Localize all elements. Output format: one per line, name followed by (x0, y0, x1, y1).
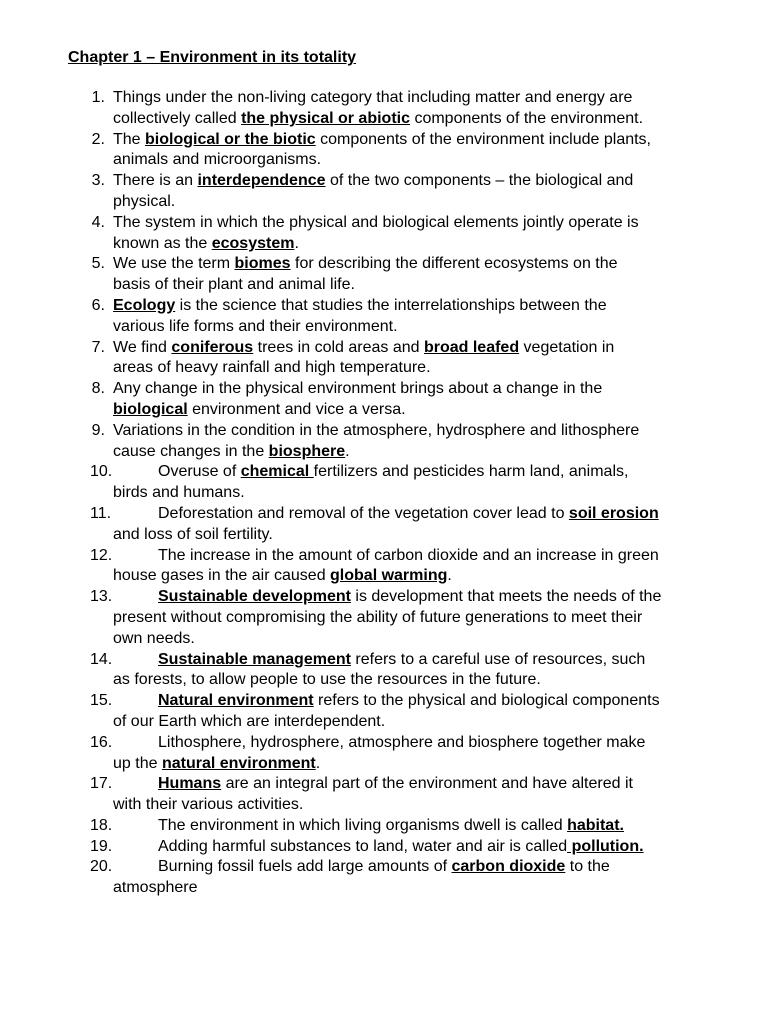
list-item-number: 18. (90, 816, 113, 834)
list-item-line (113, 878, 753, 899)
key-term: Sustainable development (158, 588, 351, 606)
list-item (0, 774, 768, 816)
list-item-line (113, 754, 753, 775)
text-segment: Lithosphere, hydrosphere, atmosphere and biosphere together make (158, 733, 646, 751)
text-segment: We find (113, 338, 172, 356)
text-segment: components of the environment include plants, (315, 130, 651, 148)
list-item-line (158, 504, 758, 525)
key-term: carbon dioxide (451, 858, 566, 876)
list-item-number: 17. (90, 775, 113, 793)
list-item (0, 816, 768, 837)
text-segment: for describing the different ecosystems on the (290, 255, 618, 273)
text-segment: are an integral part of the environment and have altered it (221, 775, 633, 793)
list-item-line (113, 254, 753, 275)
text-segment: collectively called (113, 109, 242, 127)
list-item-line (158, 857, 758, 878)
list-item (0, 379, 768, 421)
list-item-line (158, 733, 758, 754)
list-item (0, 837, 768, 858)
list-item-line (158, 462, 758, 483)
text-segment: fertilizers and pesticides harm land, animals, (313, 463, 629, 481)
text-segment: . (315, 754, 321, 772)
list-item-number: 14. (90, 650, 113, 668)
text-segment: We use the term (113, 255, 235, 273)
list-item-line (113, 566, 753, 587)
list-item-line (158, 546, 758, 567)
list-item-line (113, 629, 753, 650)
list-item-line (113, 88, 753, 109)
text-segment: areas of heavy rainfall and high temperature. (113, 359, 431, 377)
text-segment: is the science that studies the interrelationships between the (175, 296, 607, 314)
key-term: the physical or abiotic (241, 109, 410, 127)
text-segment: . (447, 567, 452, 585)
list-item-line (113, 109, 753, 130)
list-item-number: 11. (90, 504, 112, 522)
key-term: biological or the biotic (145, 130, 316, 148)
key-term: broad leafed (423, 338, 520, 356)
list-item-line (113, 608, 753, 629)
chapter-title: Chapter 1 – Environment in its totality (68, 49, 357, 66)
list-item-number: 19. (90, 837, 113, 855)
key-term: coniferous (171, 338, 254, 356)
text-segment: own needs. (113, 629, 195, 647)
list-item-line (113, 483, 753, 504)
list-item (0, 691, 768, 733)
list-item-line (113, 192, 753, 213)
text-segment: The (113, 130, 146, 148)
text-segment: house gases in the air caused (113, 567, 331, 585)
list-item-number: 9. (91, 421, 105, 439)
list-item-number: 5. (91, 255, 105, 273)
list-item (0, 88, 768, 130)
numbered-list (0, 88, 768, 899)
list-item-number: 10. (90, 463, 113, 481)
list-item-line (158, 691, 758, 712)
text-segment: refers to a careful use of resources, such (350, 650, 646, 668)
list-item-number: 4. (91, 213, 105, 231)
list-item (0, 296, 768, 338)
text-segment: known as the (113, 234, 212, 252)
text-segment: up the (113, 754, 162, 772)
key-term: biosphere (268, 442, 346, 460)
list-item (0, 462, 768, 504)
key-term: Sustainable management (158, 650, 351, 668)
list-item-line (113, 150, 753, 171)
list-item (0, 171, 768, 213)
text-segment: . (345, 442, 350, 460)
text-segment: cause changes in the (113, 442, 269, 460)
list-item-line (113, 795, 753, 816)
text-segment: Any change in the physical environment brings about a change in the (113, 380, 603, 398)
list-item-number: 12. (90, 546, 113, 564)
list-item-number: 20. (90, 858, 113, 876)
key-term: interdependence (197, 172, 326, 190)
list-item-line (113, 400, 753, 421)
text-segment: Overuse of (158, 463, 241, 481)
list-item (0, 857, 768, 899)
text-segment: Adding harmful substances to land, water and air is called (158, 837, 568, 855)
text-segment: birds and humans. (113, 484, 245, 502)
text-segment: The increase in the amount of carbon dioxide and an increase in green (158, 546, 659, 564)
key-term: ecosystem (211, 234, 295, 252)
list-item-line (113, 670, 753, 691)
text-segment: and loss of soil fertility. (113, 525, 273, 543)
list-item-line (113, 130, 753, 151)
list-item-line (113, 275, 753, 296)
list-item-line (113, 442, 753, 463)
text-segment: present without compromising the ability of future generations to meet their (113, 608, 643, 626)
text-segment: Things under the non-living category that including matter and energy are (113, 89, 633, 106)
text-segment: physical. (113, 192, 176, 210)
list-item-line (158, 816, 758, 837)
list-item-line (113, 712, 753, 733)
text-segment: to the (565, 858, 610, 876)
text-segment: with their various activities. (113, 796, 304, 814)
list-item-number: 2. (91, 130, 105, 148)
list-item (0, 213, 768, 255)
text-segment: There is an (113, 172, 198, 190)
key-term: Humans (158, 775, 222, 793)
text-segment: refers to the physical and biological components (313, 692, 660, 710)
list-item-line (158, 587, 758, 608)
list-item (0, 504, 768, 546)
text-segment: of our Earth which are interdependent. (113, 712, 386, 730)
text-segment: vegetation in (519, 338, 615, 356)
list-item-line (113, 171, 753, 192)
list-item-line (113, 525, 753, 546)
list-item-number: 15. (90, 692, 113, 710)
key-term: Natural environment (158, 692, 314, 710)
list-item-number: 8. (91, 380, 105, 398)
list-item (0, 587, 768, 649)
key-term: soil erosion (568, 504, 659, 522)
key-term: global warming (330, 567, 448, 585)
list-item-line (113, 421, 753, 442)
list-item (0, 650, 768, 692)
text-segment: basis of their plant and animal life. (113, 276, 355, 294)
list-item-number: 3. (91, 172, 105, 190)
list-item-number: 13. (90, 588, 113, 606)
text-segment: Variations in the condition in the atmosphere, hydrosphere and lithosphere (113, 421, 640, 439)
list-item-line (113, 213, 753, 234)
list-item (0, 421, 768, 463)
text-segment: atmosphere (113, 879, 198, 897)
list-item (0, 130, 768, 172)
text-segment: The environment in which living organisms dwell is called (158, 816, 568, 834)
list-item (0, 254, 768, 296)
list-item-line (158, 650, 758, 671)
key-term: habitat. (567, 816, 624, 834)
list-item (0, 546, 768, 588)
list-item-line (113, 234, 753, 255)
key-term: natural environment (161, 754, 316, 772)
key-term: chemical (240, 463, 314, 481)
text-segment: environment and vice a versa. (187, 400, 406, 418)
text-segment: Deforestation and removal of the vegetation cover lead to (158, 504, 569, 522)
text-segment: as forests, to allow people to use the resources in the future. (113, 671, 541, 689)
text-segment: various life forms and their environment. (113, 317, 398, 335)
key-term: biological (113, 400, 188, 418)
list-item-line (113, 338, 753, 359)
list-item-line (113, 358, 753, 379)
text-segment: animals and microorganisms. (113, 151, 322, 169)
list-item-number: 7. (91, 338, 105, 356)
list-item-number: 1. (91, 89, 105, 106)
list-item (0, 733, 768, 775)
list-item-line (158, 837, 758, 858)
list-item-number: 16. (90, 733, 113, 751)
text-segment: The system in which the physical and biological elements jointly operate is (113, 213, 639, 231)
text-segment: . (294, 234, 299, 252)
list-item-line (158, 774, 758, 795)
key-term: biomes (234, 255, 291, 273)
list-item-number: 6. (91, 296, 105, 314)
key-term: pollution. (567, 837, 644, 855)
list-item-line (113, 296, 753, 317)
list-item (0, 338, 768, 380)
list-item-line (113, 317, 753, 338)
text-segment: components of the environment. (410, 109, 644, 127)
text-segment: Burning fossil fuels add large amounts of (158, 858, 452, 876)
key-term: Ecology (113, 296, 176, 314)
text-segment: is development that meets the needs of the (350, 588, 662, 606)
text-segment: trees in cold areas and (253, 338, 424, 356)
text-segment: of the two components – the biological and (325, 172, 634, 190)
list-item-line (113, 379, 753, 400)
